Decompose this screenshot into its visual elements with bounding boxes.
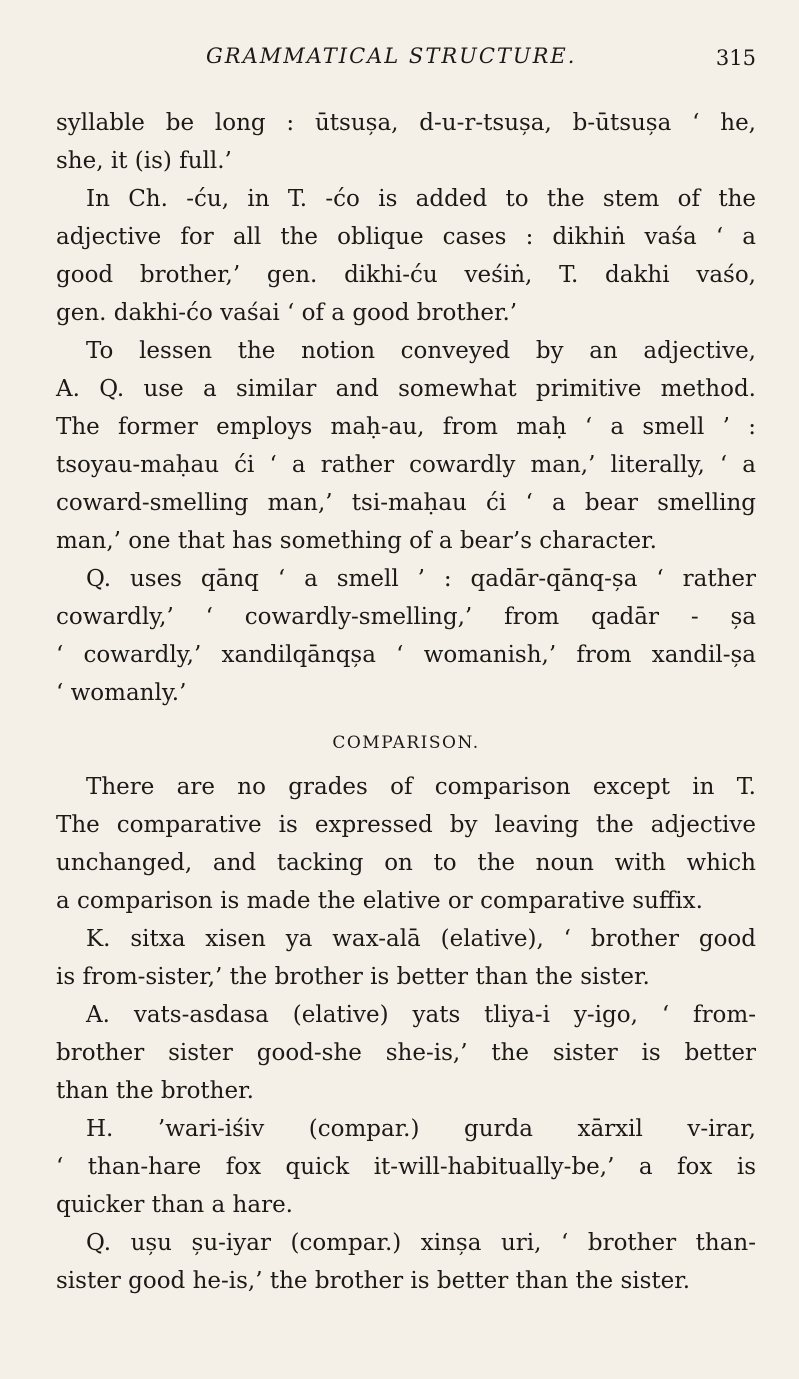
text-line: tsoyau-maḥau ći ‘ a rather cowardly man,’ literally, ‘ a — [56, 452, 756, 478]
text-line: There are no grades of comparison except in T. — [86, 774, 756, 800]
text-line: A. Q. use a similar and somewhat primitive method. — [56, 376, 756, 402]
paragraph — [56, 332, 756, 560]
section-heading: COMPARISON. — [332, 733, 480, 753]
running-title: GRAMMATICAL STRUCTURE. — [206, 44, 577, 68]
paragraph — [56, 560, 756, 712]
text-line: Q. uses qānq ‘ a smell ’ : qadār-qānq-șa ‘ rather — [86, 566, 756, 592]
body-text — [56, 104, 756, 1300]
text-line: sister good he-is,’ the brother is better than the sister. — [56, 1268, 691, 1294]
text-line: gen. dakhi-ćo vaśai ‘ of a good brother.’ — [56, 300, 518, 326]
paragraph — [56, 180, 756, 332]
text-line: she, it (is) full.’ — [56, 148, 232, 174]
book-page — [56, 44, 756, 1300]
text-line: good brother,’ gen. dikhi-ću veśiṅ, T. dakhi vaśo, — [56, 262, 756, 288]
text-line: syllable be long : ūtsușa, d-u-r-tsușa, b-ūtsușa ‘ he, — [56, 110, 756, 136]
text-line: ‘ womanly.’ — [56, 680, 187, 706]
paragraph — [56, 1224, 756, 1300]
text-line: ‘ than-hare fox quick it-will-habitually-be,’ a fox is — [56, 1154, 756, 1180]
text-line: brother sister good-she she-is,’ the sister is better — [56, 1040, 756, 1066]
text-line: man,’ one that has something of a bear’s character. — [56, 528, 657, 554]
paragraph — [56, 920, 756, 996]
text-line: adjective for all the oblique cases : dikhiṅ vaśa ‘ a — [56, 224, 756, 250]
text-line: A. vats-asdasa (elative) yats tliya-i y-igo, ‘ from- — [86, 1002, 756, 1028]
text-line: In Ch. -ću, in T. -ćo is added to the stem of the — [86, 186, 756, 212]
paragraph — [56, 996, 756, 1110]
text-line: a comparison is made the elative or comparative suffix. — [56, 888, 703, 914]
text-line: K. sitxa xisen ya wax-alā (elative), ‘ brother good — [86, 926, 756, 952]
text-line: is from-sister,’ the brother is better than the sister. — [56, 964, 650, 990]
text-line: The former employs maḥ-au, from maḥ ‘ a smell ’ : — [56, 414, 756, 440]
text-line: ‘ cowardly,’ xandilqānqșa ‘ womanish,’ from xandil-șa — [56, 642, 756, 668]
text-line: Q. ușu șu-iyar (compar.) xinșa uri, ‘ brother than- — [86, 1230, 756, 1256]
text-line: than the brother. — [56, 1078, 254, 1104]
running-head — [56, 44, 756, 84]
paragraph — [56, 104, 756, 180]
text-line: coward-smelling man,’ tsi-maḥau ći ‘ a bear smelling — [56, 490, 756, 516]
paragraph — [56, 768, 756, 920]
page-number: 315 — [715, 46, 756, 70]
text-line: To lessen the notion conveyed by an adjective, — [86, 338, 756, 364]
text-line: cowardly,’ ‘ cowardly-smelling,’ from qadār - șa — [56, 604, 756, 630]
text-line: unchanged, and tacking on to the noun with which — [56, 850, 756, 876]
paragraph — [56, 1110, 756, 1224]
text-line: The comparative is expressed by leaving the adjective — [56, 812, 756, 838]
text-line: quicker than a hare. — [56, 1192, 293, 1218]
text-line: H. ’wari-iśiv (compar.) gurda xārxil v-irar, — [86, 1116, 756, 1142]
